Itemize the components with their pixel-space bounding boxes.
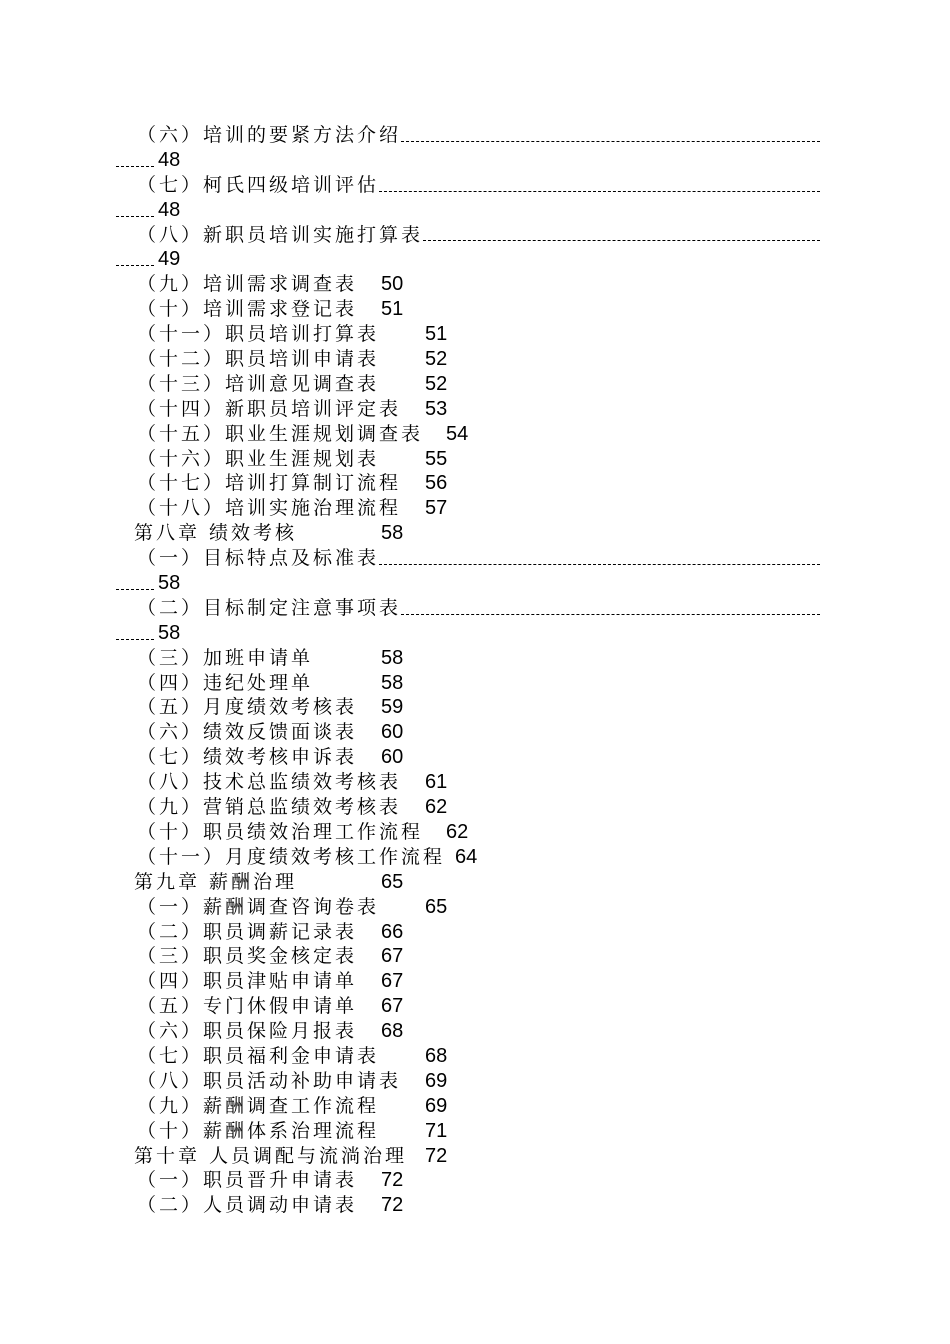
entry-title: （八）新职员培训实施打算表	[137, 223, 424, 246]
page-number: 72	[381, 1169, 404, 1192]
toc-entry	[0, 223, 950, 248]
page-number: 66	[381, 920, 404, 943]
toc-entry	[0, 895, 950, 920]
page-number: 48	[158, 198, 181, 221]
page-number: 56	[425, 472, 448, 495]
page-number: 65	[425, 895, 448, 918]
dot-leader	[401, 141, 820, 142]
page-number: 58	[381, 646, 404, 669]
toc-entry	[0, 745, 950, 770]
entry-title: （十三）培训意见调查表	[137, 372, 380, 395]
page-number: 58	[158, 572, 181, 595]
toc-entry	[0, 1119, 950, 1144]
toc-entry	[0, 1193, 950, 1218]
entry-title: （四）职员津贴申请单	[137, 970, 358, 993]
toc-entry	[0, 422, 950, 447]
entry-title: （九）培训需求调查表	[137, 273, 358, 296]
page-number: 67	[381, 995, 404, 1018]
dot-leader	[379, 564, 820, 565]
entry-title: （八）职员活动补助申请表	[137, 1069, 402, 1092]
page-number: 48	[158, 148, 181, 171]
toc-entry	[0, 272, 950, 297]
toc-entry	[0, 1094, 950, 1119]
toc-entry	[0, 695, 950, 720]
page-number: 61	[425, 771, 448, 794]
entry-title: （二）职员调薪记录表	[137, 920, 358, 943]
dot-leader	[116, 166, 154, 167]
toc-entry	[0, 795, 950, 820]
toc-entry	[0, 770, 950, 795]
page-number: 65	[381, 870, 404, 893]
entry-title: （八）技术总监绩效考核表	[137, 771, 402, 794]
dot-leader	[116, 265, 154, 266]
entry-title: （一）薪酬调查咨询卷表	[137, 895, 380, 918]
toc-entry	[0, 471, 950, 496]
entry-title: （十）薪酬体系治理流程	[137, 1119, 380, 1142]
entry-title: （三）职员奖金核定表	[137, 945, 358, 968]
dot-leader	[379, 191, 820, 192]
page-number: 67	[381, 970, 404, 993]
page-number: 58	[381, 671, 404, 694]
page-number: 57	[425, 497, 448, 520]
entry-title: 第八章 绩效考核	[134, 522, 298, 545]
entry-title: （十五）职业生涯规划调查表	[137, 422, 424, 445]
entry-title: （十四）新职员培训评定表	[137, 397, 402, 420]
toc-entry	[0, 1019, 950, 1044]
entry-title: （十八）培训实施治理流程	[137, 497, 402, 520]
entry-title: （六）职员保险月报表	[137, 1020, 358, 1043]
entry-title: （四）违纪处理单	[137, 671, 314, 694]
table-of-contents	[0, 123, 950, 1218]
dot-leader	[116, 639, 154, 640]
toc-entry	[0, 920, 950, 945]
page-number: 59	[381, 696, 404, 719]
entry-title: （一）目标特点及标准表	[137, 547, 380, 570]
page-number: 54	[446, 422, 469, 445]
entry-title: （十一）月度绩效考核工作流程	[137, 845, 446, 868]
toc-entry-continuation	[0, 148, 950, 173]
page-number: 72	[425, 1144, 448, 1167]
toc-entry	[0, 1069, 950, 1094]
page-number: 64	[455, 845, 478, 868]
entry-title: （三）加班申请单	[137, 646, 314, 669]
toc-entry	[0, 596, 950, 621]
page-number: 49	[158, 248, 181, 271]
toc-entry-continuation	[0, 571, 950, 596]
page-number: 58	[158, 621, 181, 644]
dot-leader	[423, 240, 820, 241]
page-number: 52	[425, 348, 448, 371]
page-number: 52	[425, 372, 448, 395]
entry-title: （六）绩效反馈面谈表	[137, 721, 358, 744]
entry-title: （十）培训需求登记表	[137, 298, 358, 321]
entry-title: 第十章 人员调配与流淌治理	[134, 1144, 408, 1167]
toc-entry	[0, 720, 950, 745]
entry-title: （七）柯氏四级培训评估	[137, 173, 380, 196]
page-number: 68	[381, 1020, 404, 1043]
toc-entry	[0, 994, 950, 1019]
toc-entry	[0, 969, 950, 994]
entry-title: （十六）职业生涯规划表	[137, 447, 380, 470]
entry-title: （十）职员绩效治理工作流程	[137, 820, 424, 843]
toc-entry	[0, 397, 950, 422]
entry-title: （二）目标制定注意事项表	[137, 596, 402, 619]
entry-title: （九）薪酬调查工作流程	[137, 1094, 380, 1117]
chapter-heading	[0, 870, 950, 895]
page-number: 58	[381, 522, 404, 545]
page-number: 62	[425, 796, 448, 819]
page-number: 72	[381, 1194, 404, 1217]
toc-entry	[0, 347, 950, 372]
toc-entry	[0, 372, 950, 397]
page-number: 69	[425, 1094, 448, 1117]
toc-entry	[0, 845, 950, 870]
page-number: 62	[446, 820, 469, 843]
toc-entry	[0, 546, 950, 571]
page-number: 68	[425, 1044, 448, 1067]
toc-entry-continuation	[0, 247, 950, 272]
entry-title: 第九章 薪酬治理	[134, 870, 298, 893]
page-number: 60	[381, 721, 404, 744]
entry-title: （二）人员调动申请表	[137, 1194, 358, 1217]
dot-leader	[116, 216, 154, 217]
toc-entry	[0, 1044, 950, 1069]
page-number: 71	[425, 1119, 448, 1142]
dot-leader	[116, 589, 154, 590]
entry-title: （十七）培训打算制订流程	[137, 472, 402, 495]
entry-title: （五）月度绩效考核表	[137, 696, 358, 719]
entry-title: （十一）职员培训打算表	[137, 323, 380, 346]
toc-entry-continuation	[0, 621, 950, 646]
toc-entry	[0, 322, 950, 347]
dot-leader	[401, 614, 820, 615]
toc-entry	[0, 944, 950, 969]
page-number: 69	[425, 1069, 448, 1092]
chapter-heading	[0, 1144, 950, 1169]
toc-entry	[0, 820, 950, 845]
entry-title: （六）培训的要紧方法介绍	[137, 124, 402, 146]
page-number: 50	[381, 273, 404, 296]
entry-title: （五）专门休假申请单	[137, 995, 358, 1018]
page-number: 53	[425, 397, 448, 420]
page-number: 55	[425, 447, 448, 470]
toc-entry	[0, 173, 950, 198]
toc-entry	[0, 297, 950, 322]
toc-entry	[0, 1168, 950, 1193]
page-number: 51	[425, 323, 448, 346]
entry-title: （一）职员晋升申请表	[137, 1169, 358, 1192]
toc-entry	[0, 671, 950, 696]
entry-title: （七）绩效考核申诉表	[137, 746, 358, 769]
entry-title: （十二）职员培训申请表	[137, 348, 380, 371]
toc-entry	[0, 447, 950, 472]
entry-title: （九）营销总监绩效考核表	[137, 796, 402, 819]
page-number: 67	[381, 945, 404, 968]
page-number: 60	[381, 746, 404, 769]
toc-entry	[0, 646, 950, 671]
chapter-heading	[0, 521, 950, 546]
page-number: 51	[381, 298, 404, 321]
toc-entry	[0, 496, 950, 521]
toc-entry	[0, 123, 950, 148]
entry-title: （七）职员福利金申请表	[137, 1044, 380, 1067]
toc-entry-continuation	[0, 198, 950, 223]
